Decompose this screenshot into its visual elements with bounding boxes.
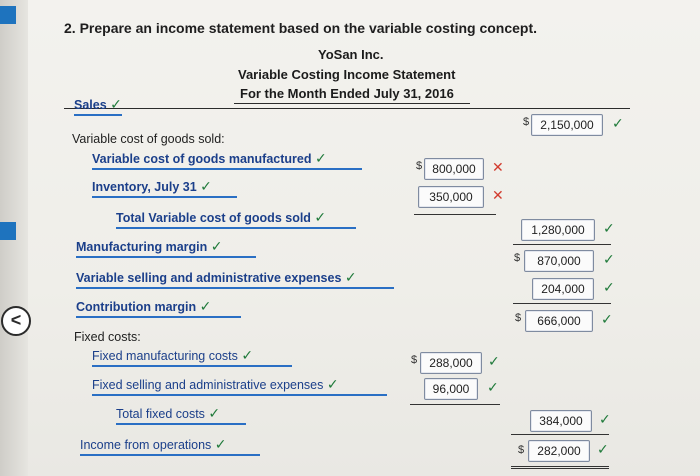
sales-label: Sales ✓ xyxy=(74,96,122,116)
check-mark: ✓ xyxy=(603,251,615,267)
check-mark: ✓ xyxy=(601,311,613,327)
check-mark: ✓ xyxy=(487,379,499,395)
header-divider xyxy=(64,108,630,109)
check-mark: ✓ xyxy=(599,411,611,427)
fixed-mfg-amount[interactable]: 288,000 xyxy=(420,352,482,374)
income-amount[interactable]: 282,000 xyxy=(528,440,590,462)
total-var-cogs-amount[interactable]: 1,280,000 xyxy=(521,219,595,241)
fixed-costs-heading: Fixed costs: xyxy=(74,330,141,344)
dollar-sign: $ xyxy=(416,160,423,172)
total-fixed-label: Total fixed costs ✓ xyxy=(116,405,246,425)
statement-title: Variable Costing Income Statement xyxy=(238,67,456,82)
var-mfg-amount[interactable]: 800,000 xyxy=(424,158,484,180)
incorrect-mark: ✕ xyxy=(492,159,504,175)
statement-period: For the Month Ended July 31, 2016 xyxy=(240,86,454,101)
var-mfg-label: Variable cost of goods manufactured ✓ xyxy=(92,150,362,170)
margin-marker xyxy=(0,222,16,240)
company-name: YoSan Inc. xyxy=(318,47,384,62)
contribution-margin-label: Contribution margin ✓ xyxy=(76,298,241,318)
subtotal-rule xyxy=(513,303,611,304)
subtotal-rule xyxy=(414,214,496,215)
question-text: 2. Prepare an income statement based on the variable costing concept. xyxy=(64,20,538,36)
dollar-sign: $ xyxy=(518,444,525,456)
dollar-sign: $ xyxy=(514,252,521,264)
dollar-sign: $ xyxy=(523,116,530,128)
fixed-sga-amount[interactable]: 96,000 xyxy=(424,378,478,400)
check-mark: ✓ xyxy=(603,279,615,295)
subtotal-rule xyxy=(513,244,611,245)
check-mark: ✓ xyxy=(488,353,500,369)
mfg-margin-amount[interactable]: 870,000 xyxy=(524,250,594,272)
check-mark: ✓ xyxy=(603,220,615,236)
total-double-rule xyxy=(511,466,609,469)
var-sga-label: Variable selling and administrative expenses ✓ xyxy=(76,269,394,289)
dollar-sign: $ xyxy=(515,312,522,324)
inventory-label: Inventory, July 31 ✓ xyxy=(92,178,237,198)
check-mark: ✓ xyxy=(597,441,609,457)
sales-amount[interactable]: 2,150,000 xyxy=(531,114,603,136)
dollar-sign: $ xyxy=(411,354,418,366)
contribution-margin-amount[interactable]: 666,000 xyxy=(525,310,593,332)
income-label: Income from operations ✓ xyxy=(80,436,260,456)
check-mark: ✓ xyxy=(612,115,624,131)
total-fixed-amount[interactable]: 384,000 xyxy=(530,410,592,432)
subtotal-rule xyxy=(410,404,500,405)
margin-marker xyxy=(0,6,16,24)
back-nav-button[interactable]: < xyxy=(1,306,31,336)
fixed-mfg-label: Fixed manufacturing costs ✓ xyxy=(92,347,292,367)
variable-cost-heading: Variable cost of goods sold: xyxy=(72,132,225,146)
var-sga-amount[interactable]: 204,000 xyxy=(532,278,594,300)
inventory-amount[interactable]: 350,000 xyxy=(418,186,484,208)
incorrect-mark: ✕ xyxy=(492,187,504,203)
mfg-margin-label: Manufacturing margin ✓ xyxy=(76,238,256,258)
header-underline xyxy=(234,103,470,104)
fixed-sga-label: Fixed selling and administrative expenses ✓ xyxy=(92,376,387,396)
total-var-cogs-label: Total Variable cost of goods sold ✓ xyxy=(116,209,356,229)
subtotal-rule xyxy=(511,434,609,435)
